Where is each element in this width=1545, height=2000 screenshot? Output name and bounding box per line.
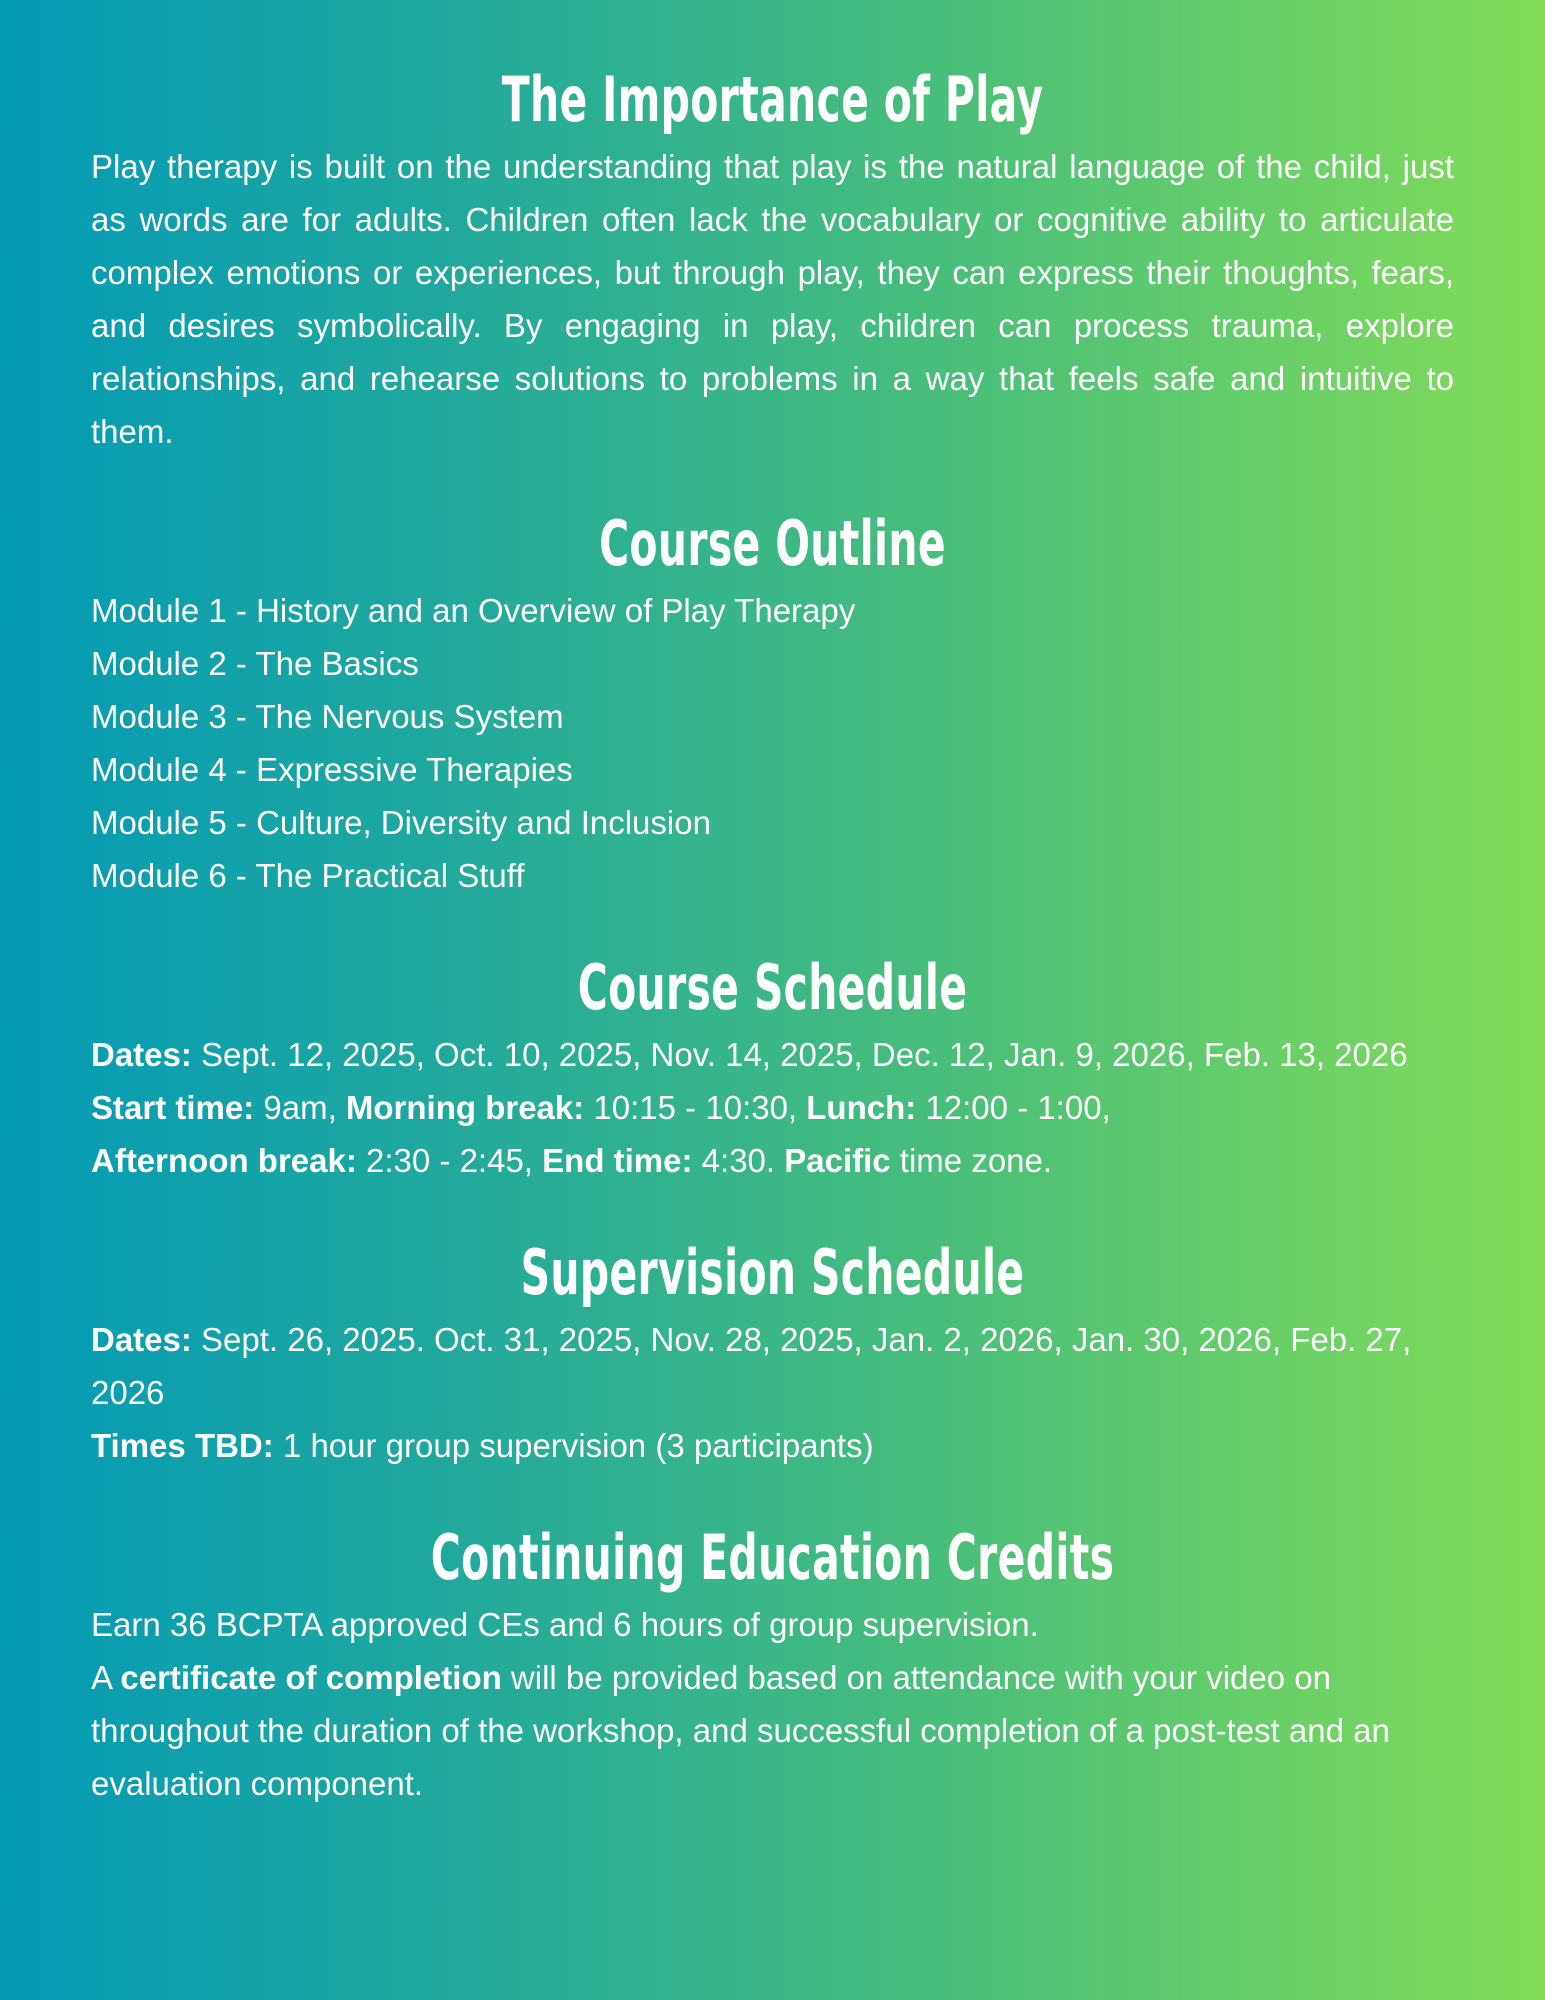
course-dates (91, 1028, 1454, 1081)
module-item: Module 6 - The Practical Stuff (91, 857, 525, 894)
section-course-schedule (91, 948, 1454, 1187)
end-time-label: End time: (542, 1142, 693, 1179)
paragraph-importance-of-play: Play therapy is built on the understanding that play is the natural language of the child, just as words are for adults. Children often lack the vocabulary or cognitive ability to articulate complex emotions or experiences, but through play, they can express their thoughts, fears, and desires symbolically. By engaging in play, children can process trauma, explore relationships, and rehearse solutions to problems in a way that feels safe and intuitive to them. (91, 148, 1454, 450)
section-continuing-education (91, 1518, 1454, 1810)
heading-course-schedule: Course Schedule (577, 951, 968, 1024)
module-item: Module 1 - History and an Overview of Play Therapy (91, 592, 856, 629)
heading-course-outline: Course Outline (599, 507, 946, 580)
certificate-prefix: A (91, 1659, 121, 1696)
course-dates-value: Sept. 12, 2025, Oct. 10, 2025, Nov. 14, 2025, Dec. 12, Jan. 9, 2026, Feb. 13, 2026 (191, 1036, 1408, 1073)
supervision-dates-label: Dates: (91, 1321, 192, 1358)
timezone-label: Pacific (784, 1142, 891, 1179)
heading-continuing-education: Continuing Education Credits (430, 1521, 1115, 1594)
heading-supervision-schedule: Supervision Schedule (520, 1236, 1025, 1309)
supervision-times (91, 1419, 1454, 1472)
morning-break-value: 10:15 - 10:30, (584, 1089, 807, 1126)
start-time-value: 9am, (254, 1089, 346, 1126)
supervision-dates-value: Sept. 26, 2025. Oct. 31, 2025, Nov. 28, 2025, Jan. 2, 2026, Jan. 30, 2026, Feb. 27, 2026 (91, 1321, 1412, 1411)
section-course-outline (91, 504, 1454, 902)
certificate-rest: will be provided based on attendance with your video on throughout the duration of the workshop, and successful completion of a post-test and an evaluation component. (91, 1659, 1390, 1802)
lunch-label: Lunch: (806, 1089, 917, 1126)
timezone-value: time zone. (890, 1142, 1053, 1179)
lunch-value: 12:00 - 1:00, (916, 1089, 1111, 1126)
credits-summary: Earn 36 BCPTA approved CEs and 6 hours of group supervision. (91, 1606, 1039, 1643)
afternoon-break-label: Afternoon break: (91, 1142, 357, 1179)
module-item: Module 2 - The Basics (91, 645, 419, 682)
supervision-dates (91, 1313, 1454, 1419)
section-importance-of-play (91, 60, 1454, 458)
morning-break-label: Morning break: (345, 1089, 585, 1126)
module-item: Module 4 - Expressive Therapies (91, 751, 573, 788)
course-times (91, 1081, 1454, 1187)
afternoon-break-value: 2:30 - 2:45, (356, 1142, 543, 1179)
supervision-times-value: 1 hour group supervision (3 participants) (273, 1427, 874, 1464)
module-item: Module 5 - Culture, Diversity and Inclusion (91, 804, 711, 841)
module-list (91, 584, 1454, 902)
section-supervision-schedule (91, 1233, 1454, 1472)
end-time-value: 4:30. (692, 1142, 785, 1179)
certificate-text (91, 1651, 1454, 1810)
module-item: Module 3 - The Nervous System (91, 698, 564, 735)
supervision-times-label: Times TBD: (91, 1427, 274, 1464)
heading-importance-of-play: The Importance of Play (501, 63, 1044, 136)
course-dates-label: Dates: (91, 1036, 192, 1073)
certificate-of-completion: certificate of completion (120, 1659, 502, 1696)
start-time-label: Start time: (91, 1089, 255, 1126)
